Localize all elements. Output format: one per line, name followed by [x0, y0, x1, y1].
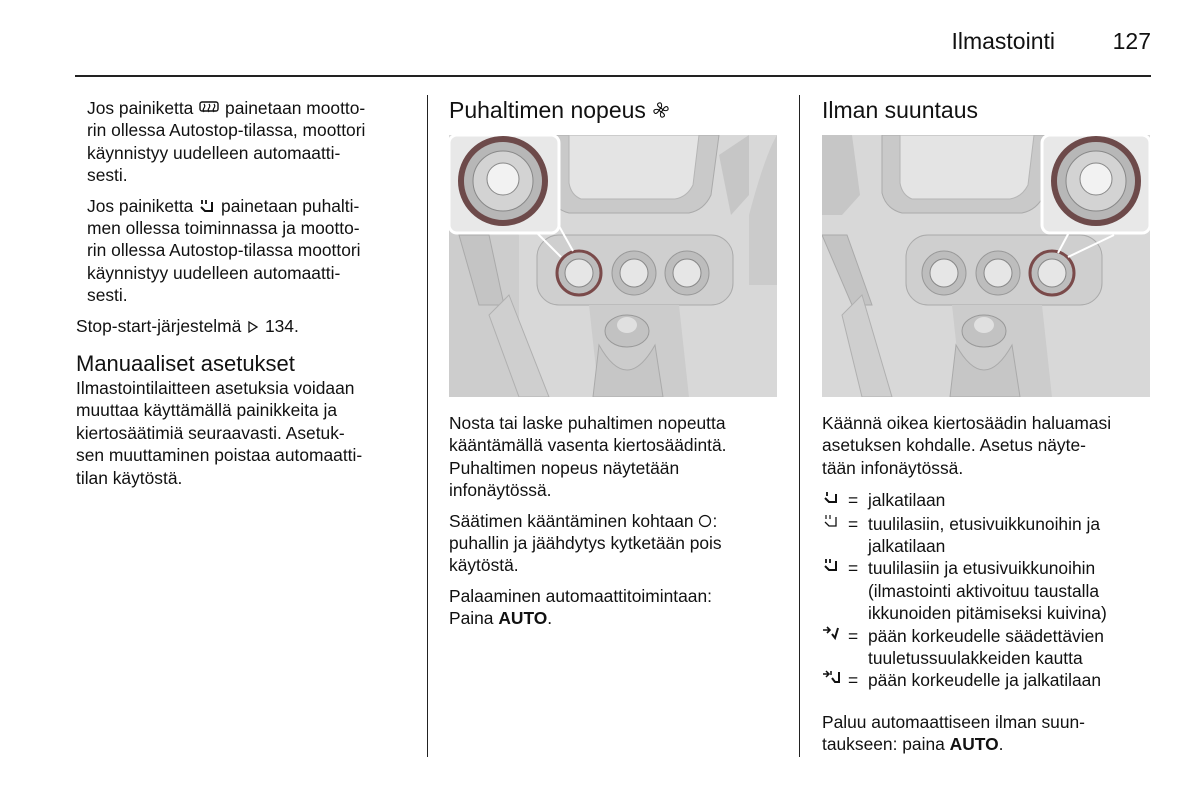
page-reference-link[interactable]: 134.	[264, 315, 299, 336]
column-divider-left	[427, 95, 428, 757]
manual-settings-heading: Manuaaliset asetukset	[76, 351, 295, 377]
legend-item-windshield-ac: = tuulilasiin ja etusivuikkunoihin (ilmastointi aktivoituu taustalla ikkunoiden pitämiseksi kuivina)	[822, 557, 1157, 624]
windshield-footwell-ac-airflow-icon	[822, 557, 840, 573]
legend-item-head-level: = pään korkeudelle säädettävien tuuletussuulakkeiden kautta	[822, 625, 1157, 670]
legend-item-footwell: = jalkatilaan	[822, 489, 1157, 512]
fan-speed-title: Puhaltimen nopeus	[449, 96, 784, 124]
chapter-title: Ilmastointi	[951, 28, 1055, 54]
dashboard-illustration-left-knob	[449, 135, 777, 397]
footwell-airflow-icon	[822, 489, 840, 505]
page-reference-arrow-icon	[246, 320, 260, 334]
off-position-circle-icon	[698, 514, 712, 528]
windshield-footwell-airflow-icon	[198, 198, 216, 214]
air-distribution-title: Ilman suuntaus	[822, 97, 978, 123]
head-footwell-airflow-icon	[822, 669, 842, 685]
auto-button-label-right: AUTO	[949, 734, 999, 755]
rear-defrost-icon	[198, 100, 220, 116]
page-number: 127	[1112, 28, 1151, 54]
right-column	[822, 96, 1157, 124]
left-column	[76, 97, 416, 489]
manual-settings-paragraph: Ilmastointilaitteen asetuksia voidaan muuttaa käyttämällä painikkeita ja kiertosäätimiä seuraavasti. Asetuk- sen muuttaminen poistaa automaatti- tilan käytöstä.	[76, 378, 363, 488]
right-column-text	[822, 412, 1157, 756]
middle-column-text	[449, 412, 784, 630]
air-distribution-figure	[822, 135, 1150, 397]
auto-button-label: AUTO	[498, 608, 548, 629]
autostop-airflow-paragraph: Jos painiketta painetaan puhalti- men ollessa toiminnassa ja mootto- rin ollessa Autostop-tilassa moottori käynnistyy uudelleen automaatti- sesti.	[87, 195, 361, 306]
fan-icon	[652, 101, 670, 119]
legend-item-head-footwell: = pään korkeudelle ja jalkatilaan	[822, 669, 1157, 692]
header-divider	[75, 75, 1151, 77]
air-distribution-legend	[822, 489, 1157, 693]
legend-item-windshield-footwell: = tuulilasiin, etusivuikkunoihin ja jalkatilaan	[822, 513, 1157, 558]
fan-speed-paragraph: Nosta tai laske puhaltimen nopeutta kääntämällä vasenta kiertosäädintä. Puhaltimen nopeus näytetään infonäytössä.	[449, 413, 727, 501]
head-level-airflow-icon	[822, 625, 840, 641]
fan-off-paragraph: Säätimen kääntäminen kohtaan : puhallin ja jäähdytys kytketään pois käytöstä.	[449, 510, 722, 576]
dashboard-illustration-right-knob	[822, 135, 1150, 397]
air-distribution-paragraph: Käännä oikea kiertosäädin haluamasi asetuksen kohdalle. Asetus näyte- tään infonäytössä.	[822, 413, 1112, 478]
autostop-defrost-paragraph: Jos painiketta painetaan mootto- rin ollessa Autostop-tilassa, moottori käynnistyy uudelleen automaatti- sesti.	[87, 98, 366, 186]
fan-speed-figure	[449, 135, 777, 397]
air-distribution-auto-paragraph: Paluu automaattiseen ilman suun- taukseen: paina AUTO.	[822, 711, 1085, 755]
middle-column	[449, 96, 784, 124]
stop-start-reference: Stop-start-järjestelmä 134.	[76, 315, 299, 336]
auto-return-paragraph: Palaaminen automaattitoimintaan: Paina AUTO.	[449, 585, 712, 629]
windshield-footwell-airflow-icon	[822, 513, 840, 529]
column-divider-right	[799, 95, 800, 757]
